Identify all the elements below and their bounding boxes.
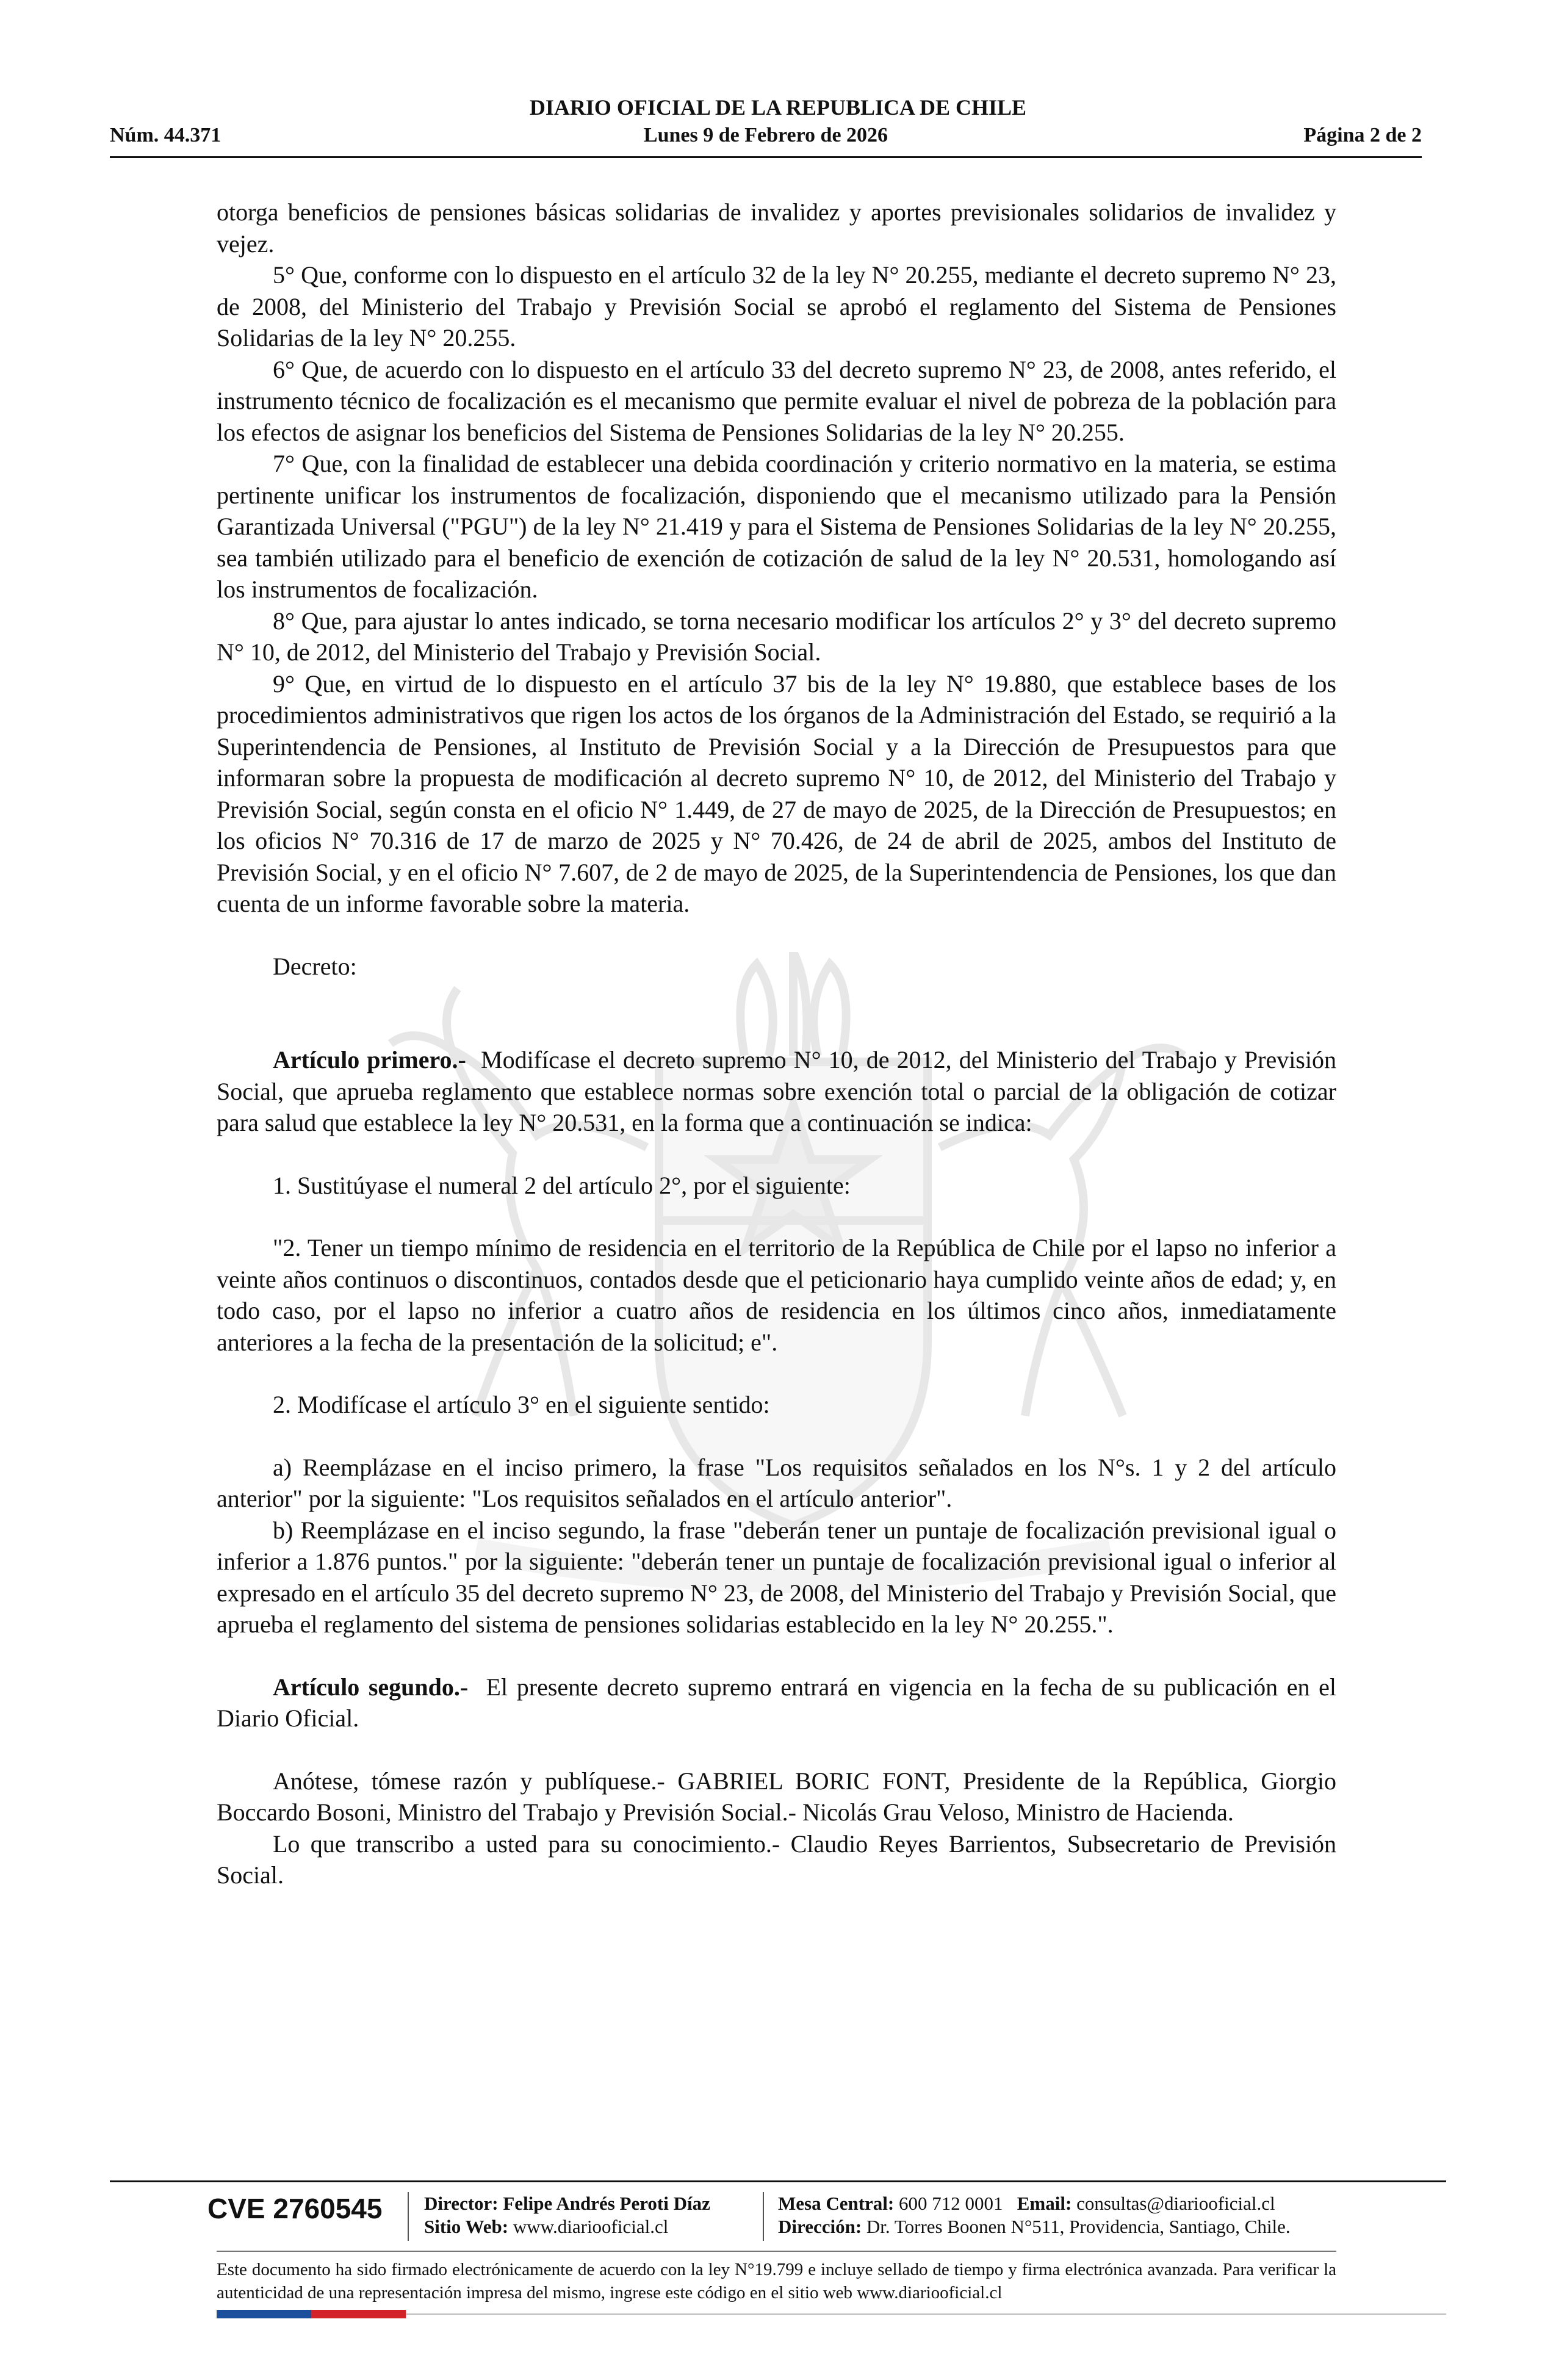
closing-transcription: Lo que transcribo a usted para su conocimiento.- Claudio Reyes Barrientos, Subsecretario de Previsión Social. (217, 1830, 1336, 1889)
article-1-title: Artículo primero.- (273, 1046, 466, 1073)
article-1-item-2: 2. Modifícase el artículo 3° en el siguiente sentido: (273, 1391, 770, 1418)
director-name: Felipe Andrés Peroti Díaz (503, 2193, 710, 2214)
page-indicator: Página 2 de 2 (1303, 124, 1422, 146)
site-link[interactable]: www.diariooficial.cl (513, 2216, 669, 2237)
color-bar-red (311, 2310, 406, 2318)
footer-divider (110, 2180, 1446, 2182)
article-2-title: Artículo segundo.- (273, 1673, 469, 1701)
publication-title: DIARIO OFICIAL DE LA REPUBLICA DE CHILE (529, 95, 1027, 120)
article-1-text: Modifícase el decreto supremo N° 10, de 2012, del Ministerio del Trabajo y Previsión Social, que aprueba reglamento que establece normas sobre exención total o parcial de la obligación de cotizar para salud que establece la ley N° 20.531, en la forma que a continuación se indica: (217, 1046, 1336, 1136)
document-body (217, 197, 1336, 1891)
address-value: Dr. Torres Boonen N°511, Providencia, Santiago, Chile. (866, 2216, 1291, 2237)
site-label: Sitio Web: (424, 2216, 509, 2237)
article-2-text: El presente decreto supremo entrará en vigencia en la fecha de su publicación en el Diario Oficial. (217, 1673, 1336, 1732)
paragraph-8: 8° Que, para ajustar lo antes indicado, se torna necesario modificar los artículos 2° y 3° del decreto supremo N° 10, de 2012, del Ministerio del Trabajo y Previsión Social. (217, 607, 1336, 666)
article-1 (217, 1044, 1336, 1139)
mesa-value: 600 712 0001 (899, 2193, 1003, 2214)
header-row (110, 124, 1422, 150)
color-bar-blue (217, 2310, 311, 2318)
paragraph-6: 6° Que, de acuerdo con lo dispuesto en el artículo 33 del decreto supremo N° 23, de 2008, antes referido, el instrumento técnico de focalización es el mecanismo que permite evaluar el nivel de pobreza de la población para los efectos de asignar los beneficios del Sistema de Pensiones Solidarias de la ley N° 20.255. (217, 355, 1336, 446)
mesa-label: Mesa Central: (778, 2193, 895, 2214)
decree-label: Decreto: (273, 952, 357, 980)
issue-date: Lunes 9 de Febrero de 2026 (643, 124, 888, 146)
footer-separator (763, 2192, 764, 2241)
paragraph-7: 7° Que, con la finalidad de establecer una debida coordinación y criterio normativo en la materia, se estima pertinente unificar los instrumentos de focalización, disponiendo que el mecanismo utilizado para la Pensión Garantizada Universal ("PGU") de la ley N° 21.419 y para el Sistema de Pensiones Solidarias de la ley N° 20.255, sea también utilizado para el beneficio de exención de cotización de salud de la ley N° 20.531, homologando así los instrumentos de focalización. (217, 450, 1336, 603)
footer-director-block (424, 2192, 710, 2238)
paragraph-5: 5° Que, conforme con lo dispuesto en el artículo 32 de la ley N° 20.255, mediante el decreto supremo N° 23, de 2008, del Ministerio del Trabajo y Previsión Social se aprobó el reglamento del Sistema de Pensiones Solidarias de la ley N° 20.255. (217, 261, 1336, 352)
address-label: Dirección: (778, 2216, 862, 2237)
issue-number: Núm. 44.371 (110, 124, 222, 146)
article-1-item-a: a) Reemplázase en el inciso primero, la frase "Los requisitos señalados en los N°s. 1 y 2 del artículo anterior" por la siguiente: "Los requisitos señalados en el artículo anterior". (217, 1453, 1336, 1512)
article-1-quote: "2. Tener un tiempo mínimo de residencia en el territorio de la República de Chile por el lapso no inferior a veinte años continuos o discontinuos, contados desde que el peticionario haya cumplido veinte años de edad; y, en todo caso, por el lapso no inferior a cuatro años de residencia en los últimos cinco años, inmediatamente anteriores a la fecha de la presentación de la solicitud; e". (217, 1234, 1336, 1356)
email-link[interactable]: consultas@diariooficial.cl (1076, 2193, 1275, 2214)
article-1-item-b: b) Reemplázase en el inciso segundo, la frase "deberán tener un puntaje de focalización previsional igual o inferior a 1.876 puntos." por la siguiente: "deberán tener un puntaje de focalización previsional igual o inferior al expresado en el artículo 35 del decreto supremo N° 23, de 2008, del Ministerio del Trabajo y Previsión Social, que aprueba el reglamento del sistema de pensiones solidarias establecido en la ley N° 20.255.". (217, 1516, 1336, 1638)
footer-contact-block (778, 2192, 1291, 2238)
closing-signatures: Anótese, tómese razón y publíquese.- GABRIEL BORIC FONT, Presidente de la República, Giorgio Boccardo Bosoni, Ministro del Trabajo y Previsión Social.- Nicolás Grau Veloso, Ministro de Hacienda. (217, 1767, 1336, 1826)
cve-code: CVE 2760545 (207, 2193, 383, 2224)
footer-inner-divider (217, 2251, 1336, 2252)
article-2 (217, 1671, 1336, 1734)
footer-bottom-rule (406, 2313, 1446, 2315)
paragraph-intro: otorga beneficios de pensiones básicas solidarias de invalidez y aportes previsionales solidarios de invalidez y vejez. (217, 198, 1336, 258)
director-label: Director: (424, 2193, 499, 2214)
flag-color-bar (217, 2310, 406, 2318)
article-1-item-1: 1. Sustitúyase el numeral 2 del artículo 2°, por el siguiente: (273, 1171, 851, 1199)
header-divider (110, 156, 1422, 158)
paragraph-9: 9° Que, en virtud de lo dispuesto en el artículo 37 bis de la ley N° 19.880, que establece bases de los procedimientos administrativos que rigen los actos de los órganos de la Administración del Estado, se requirió a la Superintendencia de Pensiones, al Instituto de Previsión Social y a la Dirección de Presupuestos para que informaran sobre la propuesta de modificación al decreto supremo N° 10, de 2012, del Ministerio del Trabajo y Previsión Social, según consta en el oficio N° 1.449, de 27 de mayo de 2025, de la Dirección de Presupuestos; en los oficios N° 70.316 de 17 de marzo de 2025 y N° 70.426, de 24 de abril de 2025, ambos del Instituto de Previsión Social, y en el oficio N° 7.607, de 2 de mayo de 2025, de la Superintendencia de Pensiones, los que dan cuenta de un informe favorable sobre la materia. (217, 669, 1336, 917)
signature-note: Este documento ha sido firmado electrónicamente de acuerdo con la ley N°19.799 e incluye sellado de tiempo y firma electrónica avanzada. Para verificar la autenticidad de una representación impresa del mismo, ingrese este código en el sitio web www.diariooficial.cl (217, 2260, 1336, 2302)
email-label: Email: (1017, 2193, 1072, 2214)
footer-separator (408, 2192, 409, 2241)
